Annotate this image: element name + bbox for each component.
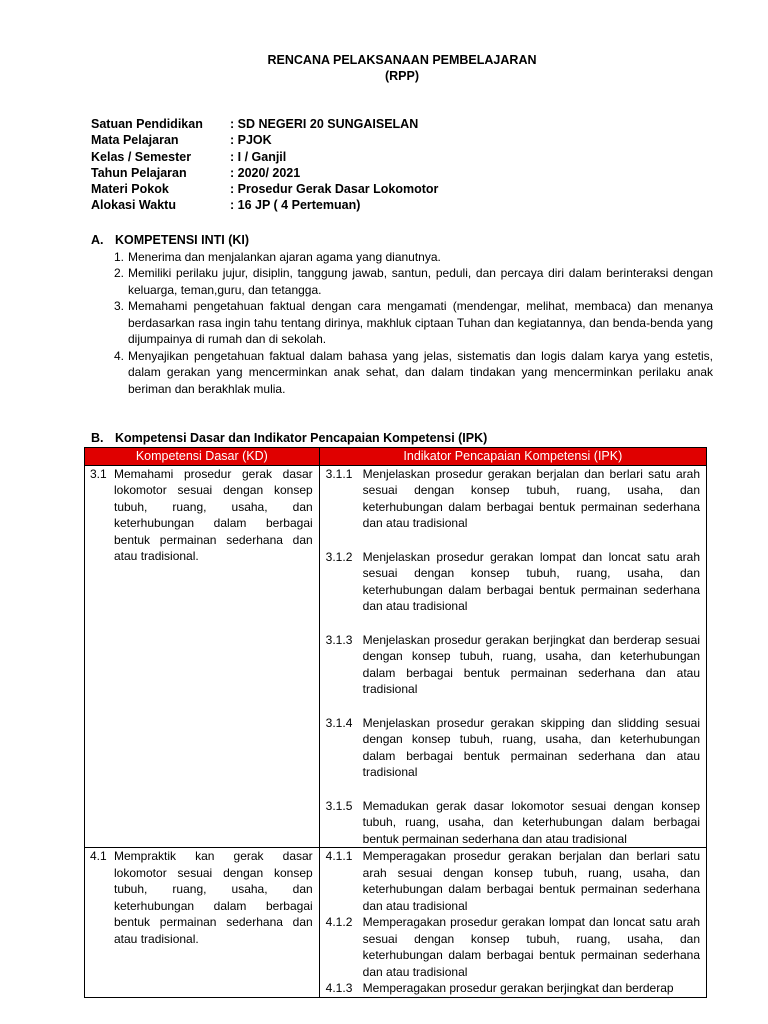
ipk-number: 3.1.1: [325, 466, 353, 481]
section-letter: B.: [91, 431, 104, 445]
document-title: [0, 52, 768, 84]
list-text: Menerima dan menjalankan ajaran agama yang dianutnya.: [128, 249, 441, 264]
kd-text: Memahami prosedur gerak dasar lokomotor sesuai dengan konsep tubuh, ruang, usaha, dan keterhubungan dalam berbagai bentuk permainan sederhana dan atau tradisional.: [114, 466, 313, 563]
ipk-text: Menjelaskan prosedur gerakan skipping dan slidding sesuai dengan konsep tubuh, ruang, usaha, dan keterhubungan dalam berbagai bentuk permainan sederhana dan atau tradisional: [362, 715, 700, 779]
ipk-number: 4.1.1: [325, 849, 353, 863]
table-row: [85, 848, 707, 998]
identity-label: Tahun Pelajaran: [91, 165, 187, 180]
identity-value: : PJOK: [230, 133, 272, 148]
identity-row: [91, 181, 438, 197]
ipk-number: 3.1.4: [325, 715, 353, 730]
list-item: [91, 298, 713, 348]
kd-text: Mempraktik kan gerak dasar lokomotor sesuai dengan konsep tubuh, ruang, usaha, dan keterhubungan dalam berbagai bentuk permainan sederhana dan atau tradisional.: [114, 849, 313, 946]
ipk-item: [320, 980, 706, 997]
ipk-number: 3.1.5: [325, 798, 353, 813]
ipk-item: [320, 848, 706, 914]
ipk-text: Memperagakan prosedur gerakan lompat dan loncat satu arah sesuai dengan konsep tubuh, ruang, usaha, dan keterhubungan dalam berbagai bentuk permainan sederhana dan atau tradisional: [362, 915, 700, 979]
identity-value: : SD NEGERI 20 SUNGAISELAN: [230, 117, 419, 131]
ipk-number: 3.1.2: [325, 549, 353, 564]
list-text: Memiliki perilaku jujur, disiplin, tanggung jawab, santun, peduli, dan percaya diri dalam berinteraksi dengan keluarga, teman,guru, dan tetangga.: [128, 266, 713, 297]
identity-value: : I / Ganjil: [230, 149, 287, 164]
identity-value: : 2020/ 2021: [230, 165, 301, 180]
ipk-item: [320, 798, 706, 848]
section-ki: [91, 232, 713, 397]
list-text: Menyajikan pengetahuan faktual dalam bahasa yang jelas, sistematis dan logis dalam karya yang estetis, dalam gerakan yang mencerminkan anak sehat, dan dalam tindakan yang mencerminkan perilaku anak beriman dan berakhlak mulia.: [128, 348, 713, 396]
list-item: [91, 348, 713, 398]
kd-ipk-table: [84, 447, 707, 998]
identity-label: Satuan Pendidikan: [91, 117, 203, 131]
ipk-text: Memperagakan prosedur gerakan berjingkat dan berderap: [362, 981, 674, 995]
ipk-cell: [319, 848, 706, 998]
header-ipk: Indikator Pencapaian Kompetensi (IPK): [319, 448, 706, 466]
identity-label: Mata Pelajaran: [91, 133, 179, 148]
ipk-item: [320, 632, 706, 698]
identity-value: : Prosedur Gerak Dasar Lokomotor: [230, 182, 439, 197]
ipk-number: 3.1.3: [325, 632, 353, 647]
list-text: Memahami pengetahuan faktual dengan cara mengamati (mendengar, melihat, membaca) dan menanya berdasarkan rasa ingin tahu tentang dirinya, makhluk ciptaan Tuhan dan kegiatannya, dan benda-benda yang dijumpainya di rumah dan di sekolah.: [128, 299, 713, 346]
table-header-row: [85, 448, 707, 466]
identity-row: [91, 197, 438, 213]
list-number: 2.: [114, 266, 125, 280]
ipk-text: Menjelaskan prosedur gerakan lompat dan loncat satu arah sesuai dengan konsep tubuh, ruang, usaha, dan keterhubungan dalam berbagai bentuk permainan sederhana dan atau tradisional: [362, 549, 700, 613]
list-number: 4.: [114, 348, 125, 363]
kd-number: 3.1: [90, 466, 107, 481]
ki-list: [91, 249, 713, 398]
section-title: KOMPETENSI INTI (KI): [115, 233, 250, 247]
table-row: [85, 465, 707, 848]
header-kd: Kompetensi Dasar (KD): [85, 448, 320, 466]
kd-number: 4.1: [90, 849, 107, 863]
ipk-text: Memadukan gerak dasar lokomotor sesuai dengan konsep tubuh, ruang, usaha, dan keterhubungan dalam berbagai bentuk permainan sederhana dan atau tradisional: [362, 798, 700, 846]
ipk-item: [320, 914, 706, 980]
ipk-cell: [319, 465, 706, 848]
section-ki-heading: [91, 232, 713, 249]
identity-row: [91, 165, 438, 181]
identity-label: Materi Pokok: [91, 182, 169, 197]
ipk-text: Memperagakan prosedur gerakan berjalan dan berlari satu arah sesuai dengan konsep tubuh, ruang, usaha, dan keterhubungan dalam berbagai bentuk permainan sederhana dan atau tradisional: [362, 849, 700, 913]
identity-row: [91, 132, 438, 148]
kd-cell: [85, 465, 320, 848]
identity-value: : 16 JP ( 4 Pertemuan): [230, 198, 361, 213]
identity-row: [91, 149, 438, 165]
identity-label: Kelas / Semester: [91, 149, 192, 164]
list-number: 1.: [114, 249, 125, 264]
title-line-1: RENCANA PELAKSANAAN PEMBELAJARAN: [267, 53, 537, 67]
list-item: [91, 249, 713, 266]
ipk-item: [320, 715, 706, 781]
ipk-text: Menjelaskan prosedur gerakan berjalan dan berlari satu arah sesuai dengan konsep tubuh, ruang, usaha, dan keterhubungan dalam berbagai bentuk permainan sederhana dan atau tradisional: [362, 466, 700, 530]
ipk-text: Menjelaskan prosedur gerakan berjingkat dan berderap sesuai dengan konsep tubuh, ruang, usaha, dan keterhubungan dalam berbagai bentuk permainan sederhana dan atau tradisional: [362, 632, 700, 696]
list-item: [91, 265, 713, 298]
ipk-item: [320, 466, 706, 532]
identity-label: Alokasi Waktu: [91, 198, 176, 213]
ipk-item: [320, 549, 706, 615]
title-line-2: (RPP): [384, 69, 420, 83]
identity-row: [91, 116, 438, 132]
list-number: 3.: [114, 299, 125, 313]
section-kd-heading: [91, 430, 487, 447]
section-title: Kompetensi Dasar dan Indikator Pencapaian Kompetensi (IPK): [115, 431, 488, 445]
kd-cell: [85, 848, 320, 998]
ipk-number: 4.1.3: [325, 981, 353, 995]
ipk-number: 4.1.2: [325, 915, 353, 929]
section-letter: A.: [91, 233, 104, 247]
identity-block: [91, 116, 438, 214]
